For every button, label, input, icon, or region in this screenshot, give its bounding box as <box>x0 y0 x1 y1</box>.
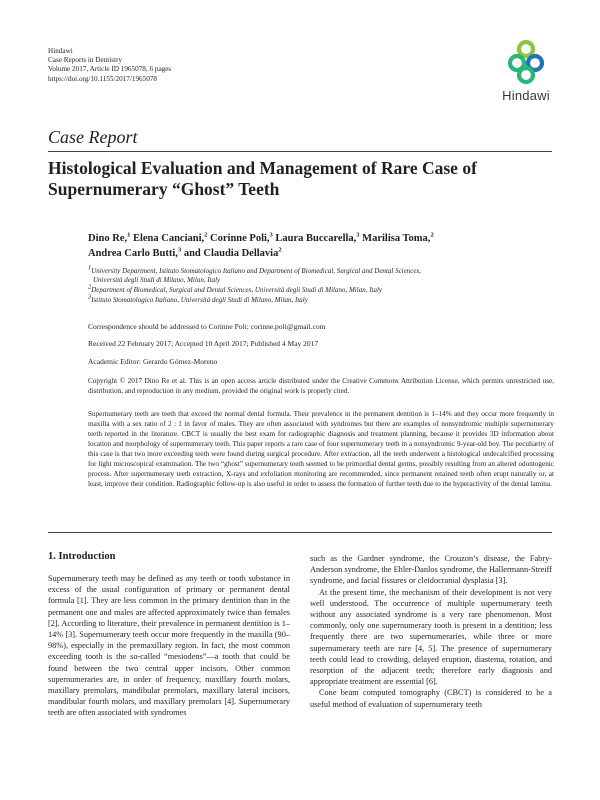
body-paragraph: such as the Gardner syndrome, the Crouzon’s disease, the Fabry-Anderson syndrome, the Ehler-Danlos syndrome, the Hallermann-Streiff syndrome, and facial fissures or cleidocranial dysplasia [3]. <box>310 554 552 586</box>
hindawi-logo-word: Hindawi <box>502 88 550 103</box>
correspondence-note: Correspondence should be addressed to Corinne Poli; corinne.poli@gmail.com <box>88 322 326 331</box>
affiliation-1: $^1$University Department, Istituto Stomatologico Italiano and Department of Biomedical, Surgical and Dental Sciences, Università degli Studi di Milano, Milan, Italy <box>88 264 421 285</box>
abstract: Supernumerary teeth are teeth that exceed the normal dental formula. Their prevalence in the permanent dentition is 1–14% and they occur more frequently in maxilla with a sex ratio of 2 : 1 in favor of males. They are often associated with syndromes but there are examples of nonsyndromic multiple supernumerary teeth reported in the literature. CBCT is usually the best exam for radiographic diagnosis and treatment planning, because it provides 3D information about location and morphology of supernumerary teeth. This paper reports a rare case of four supernumerary teeth in a nonsyndromic 9-year-old boy. The peculiarity of this case is that two more exceeding teeth were found during surgical procedure. After extraction, all the teeth underwent a histological undecalcified processing for light microscopical examination. The two “ghost” supernumerary teeth seemed to be primordial dental germs, possibly resulting from an altered odontogenic process. After supernumerary teeth extraction, X-rays and exfoliation monitoring are recommended, since permanent retained teeth often erupt naturally or, at least, improve their condition. Radiographic follow-up is also useful in order to assess the formation of further teeth due to the hyperactivity of the dental lamina. <box>88 410 554 488</box>
affiliations <box>88 264 558 305</box>
affiliation-3: $^3$Istituto Stomatologico Italiano, Università degli Studi di Milano, Milan, Italy <box>88 293 308 304</box>
author: Andrea Carlo Butti,$^3$ <box>88 246 182 259</box>
body-column-left <box>48 573 290 719</box>
paper-title: Histological Evaluation and Management of Rare Case of Supernumerary “Ghost” Teeth <box>48 158 477 199</box>
doi-link[interactable]: https://doi.org/10.1155/2017/1965078 <box>48 74 158 83</box>
author: and Claudia Dellavia$^2$ <box>183 246 282 259</box>
header-divider <box>48 151 552 152</box>
journal-info <box>48 47 171 84</box>
author-list <box>88 231 548 261</box>
author: Corinne Poli,$^3$ <box>210 231 273 244</box>
body-column-right <box>310 553 552 710</box>
publication-dates: Received 22 February 2017; Accepted 10 April 2017; Published 4 May 2017 <box>88 339 319 348</box>
volume-info: Volume 2017, Article ID 1965078, 6 pages <box>48 65 172 74</box>
body-paragraph: Cone beam computed tomography (CBCT) is considered to be a useful method of evaluation of supernumerary teeth <box>310 688 552 709</box>
author: Marilisa Toma,$^2$ <box>362 231 434 244</box>
hindawi-logo-icon <box>498 40 554 86</box>
author: Dino Re,$^1$ <box>88 231 131 244</box>
hindawi-logo[interactable] <box>498 40 554 104</box>
section-heading-introduction: 1. Introduction <box>48 551 116 562</box>
article-type: Case Report <box>48 127 138 147</box>
publisher-name: Hindawi <box>48 47 73 55</box>
copyright-notice: Copyright © 2017 Dino Re et al. This is an open access article distributed under the Creative Commons Attribution License, which permits unrestricted use, distribution, and reproduction in any medium, provided the original work is properly cited. <box>88 377 554 395</box>
author: Laura Buccarella,$^3$ <box>275 231 360 244</box>
body-paragraph: Supernumerary teeth may be defined as any teeth or tooth substance in excess of the usual configuration of primary or permanent dental formula [1]. They are less common in the primary dentition than in the permanent one and males are affected approximately twice than females [2]. According to literature, their prevalence in permanent dentition is 1–14% [3]. Supernumerary teeth occur more frequently in the maxilla (90–98%), especially in the premaxillary region. In fact, the most common exceeding tooth is the so-called “mesiodens”—a tooth that could be found between the two central upper incisors. Other common supernumeraries are, in order of frequency, maxillary fourth molars, maxillary premolars, mandibular premolars, maxillary lateral incisors, mandibular fourth molars, and maxillary premolars [4]. Supernumerary teeth are often associated with syndromes <box>48 574 290 718</box>
author-line-2 <box>88 246 548 261</box>
abstract-divider <box>48 532 552 533</box>
author-line-1 <box>88 231 548 246</box>
academic-editor: Academic Editor: Gerardo Gómez-Moreno <box>88 357 218 366</box>
author: Elena Canciani,$^2$ <box>132 231 208 244</box>
affiliation-2: $^2$Department of Biomedical, Surgical and Dental Sciences, Università degli Studi di Milano, Milan, Italy <box>88 283 383 294</box>
body-paragraph: At the present time, the mechanism of their development is not very well understood. The occurrence of multiple supernumerary teeth without any associated syndrome is a very rare phenomenon. Most commonly, only one supernumerary tooth is present in a dentition; less frequently there are two supernumeraries, while three or more supernumerary teeth are rare [4, 5]. The presence of supernumerary teeth could lead to crowding, delayed eruption, diastema, rotation, and resorption of the adjacent teeth; therefore early diagnosis and appropriate treatment are essential [6]. <box>310 587 552 687</box>
journal-name: Case Reports in Dentistry <box>48 56 123 65</box>
